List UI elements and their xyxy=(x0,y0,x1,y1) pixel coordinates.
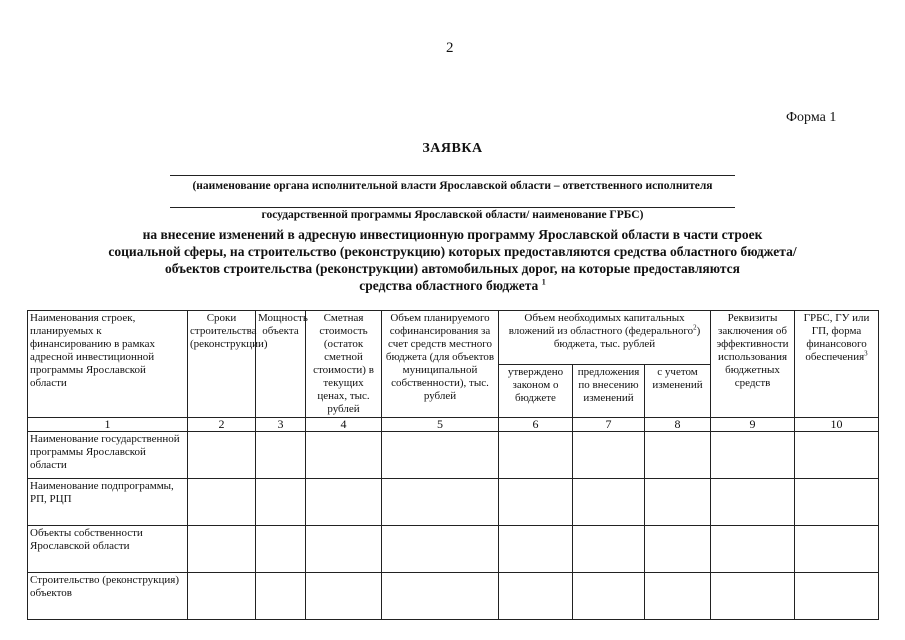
heading-line-1: на внесение изменений в адресную инвестиционную программу Ярославской области в части строек xyxy=(142,227,763,242)
col-number: 10 xyxy=(795,418,879,432)
header-c10-text: ГРБС, ГУ или ГП, форма финансового обеспечения xyxy=(803,312,870,363)
table-cell xyxy=(499,526,573,573)
table-row xyxy=(28,479,879,526)
table-cell xyxy=(306,479,382,526)
form-label: Форма 1 xyxy=(786,110,837,125)
header-c8: с учетом изменений xyxy=(645,364,711,418)
col-number: 9 xyxy=(711,418,795,432)
header-c5: Объем планируемого софинансирования за счет средств местного бюджета (для объектов муниципальной собственности), тыс. рублей xyxy=(382,311,499,418)
table-row xyxy=(28,573,879,620)
header-c9: Реквизиты заключения об эффективности использования бюджетных средств xyxy=(711,311,795,418)
table-cell xyxy=(306,573,382,620)
table-cell xyxy=(382,479,499,526)
header-c1: Наименования строек, планируемых к финансированию в рамках адресной инвестиционной программы Ярославской области xyxy=(28,311,188,418)
page-number: 2 xyxy=(446,40,454,56)
col-number: 3 xyxy=(256,418,306,432)
table-cell xyxy=(188,526,256,573)
table-cell xyxy=(573,526,645,573)
table-cell xyxy=(499,573,573,620)
table-cell xyxy=(256,573,306,620)
col-number: 7 xyxy=(573,418,645,432)
header-c678-footnote: 2 xyxy=(693,323,697,332)
table-cell xyxy=(188,479,256,526)
table-cell xyxy=(645,573,711,620)
col-number: 5 xyxy=(382,418,499,432)
caption-line-1: (наименование органа исполнительной власти Ярославской области – ответственного исполнителя xyxy=(192,180,713,192)
header-row-1 xyxy=(28,311,879,365)
row-label: Наименование государственной программы Ярославской области xyxy=(28,432,188,479)
table-cell xyxy=(382,573,499,620)
row-label: Объекты собственности Ярославской области xyxy=(28,526,188,573)
request-table xyxy=(27,310,879,620)
caption-line-2: государственной программы Ярославской области/ наименование ГРБС) xyxy=(261,209,644,221)
header-c2: Сроки строительства (реконструкции) xyxy=(188,311,256,418)
header-c4: Сметная стоимость (остаток сметной стоимости) в текущих ценах, тыс. рублей xyxy=(306,311,382,418)
column-number-row xyxy=(28,418,879,432)
row-label: Строительство (реконструкция) объектов xyxy=(28,573,188,620)
table-cell xyxy=(188,432,256,479)
header-c7: предложения по внесению изменений xyxy=(573,364,645,418)
header-c3: Мощность объекта xyxy=(256,311,306,418)
row-label: Наименование подпрограммы, РП, РЦП xyxy=(28,479,188,526)
table-cell xyxy=(573,432,645,479)
table-cell xyxy=(382,432,499,479)
header-c10 xyxy=(795,311,879,418)
table-cell xyxy=(795,526,879,573)
table-cell xyxy=(795,432,879,479)
col-number: 1 xyxy=(28,418,188,432)
table-cell xyxy=(711,479,795,526)
col-number: 2 xyxy=(188,418,256,432)
table-cell xyxy=(645,526,711,573)
heading-line-2: социальной сферы, на строительство (реконструкцию) которых предоставляются средства областного бюджета/ xyxy=(108,244,797,259)
heading-line-4-text: средства областного бюджета xyxy=(359,278,539,293)
table-cell xyxy=(711,526,795,573)
table-cell xyxy=(711,432,795,479)
table-row xyxy=(28,432,879,479)
table-cell xyxy=(645,479,711,526)
table-cell xyxy=(795,573,879,620)
table-cell xyxy=(573,573,645,620)
table-cell xyxy=(499,479,573,526)
header-c678-text-a: Объем необходимых капитальных вложений из областного (федерального xyxy=(508,312,694,337)
main-heading xyxy=(40,226,865,294)
fill-in-line-2 xyxy=(170,207,735,208)
col-number: 8 xyxy=(645,418,711,432)
table-cell xyxy=(256,432,306,479)
header-c10-footnote: 3 xyxy=(864,349,868,358)
col-number: 6 xyxy=(499,418,573,432)
table-cell xyxy=(573,479,645,526)
table-cell xyxy=(711,573,795,620)
table-row xyxy=(28,526,879,573)
col-number: 4 xyxy=(306,418,382,432)
heading-line-4 xyxy=(40,277,865,294)
heading-line-3: объектов строительства (реконструкции) автомобильных дорог, на которые предоставляются xyxy=(165,261,740,276)
table-cell xyxy=(306,432,382,479)
table-cell xyxy=(499,432,573,479)
table-cell xyxy=(645,432,711,479)
table-cell xyxy=(306,526,382,573)
header-c678 xyxy=(499,311,711,365)
header-c6: утверждено законом о бюджете xyxy=(499,364,573,418)
table-cell xyxy=(256,526,306,573)
table-cell xyxy=(256,479,306,526)
header-c678-text-b: ) бюджета, тыс. рублей xyxy=(553,325,701,350)
heading-footnote: 1 xyxy=(541,277,546,287)
document-title: ЗАЯВКА xyxy=(422,141,483,156)
table-cell xyxy=(795,479,879,526)
table-cell xyxy=(188,573,256,620)
fill-in-line-1 xyxy=(170,175,735,176)
table-cell xyxy=(382,526,499,573)
